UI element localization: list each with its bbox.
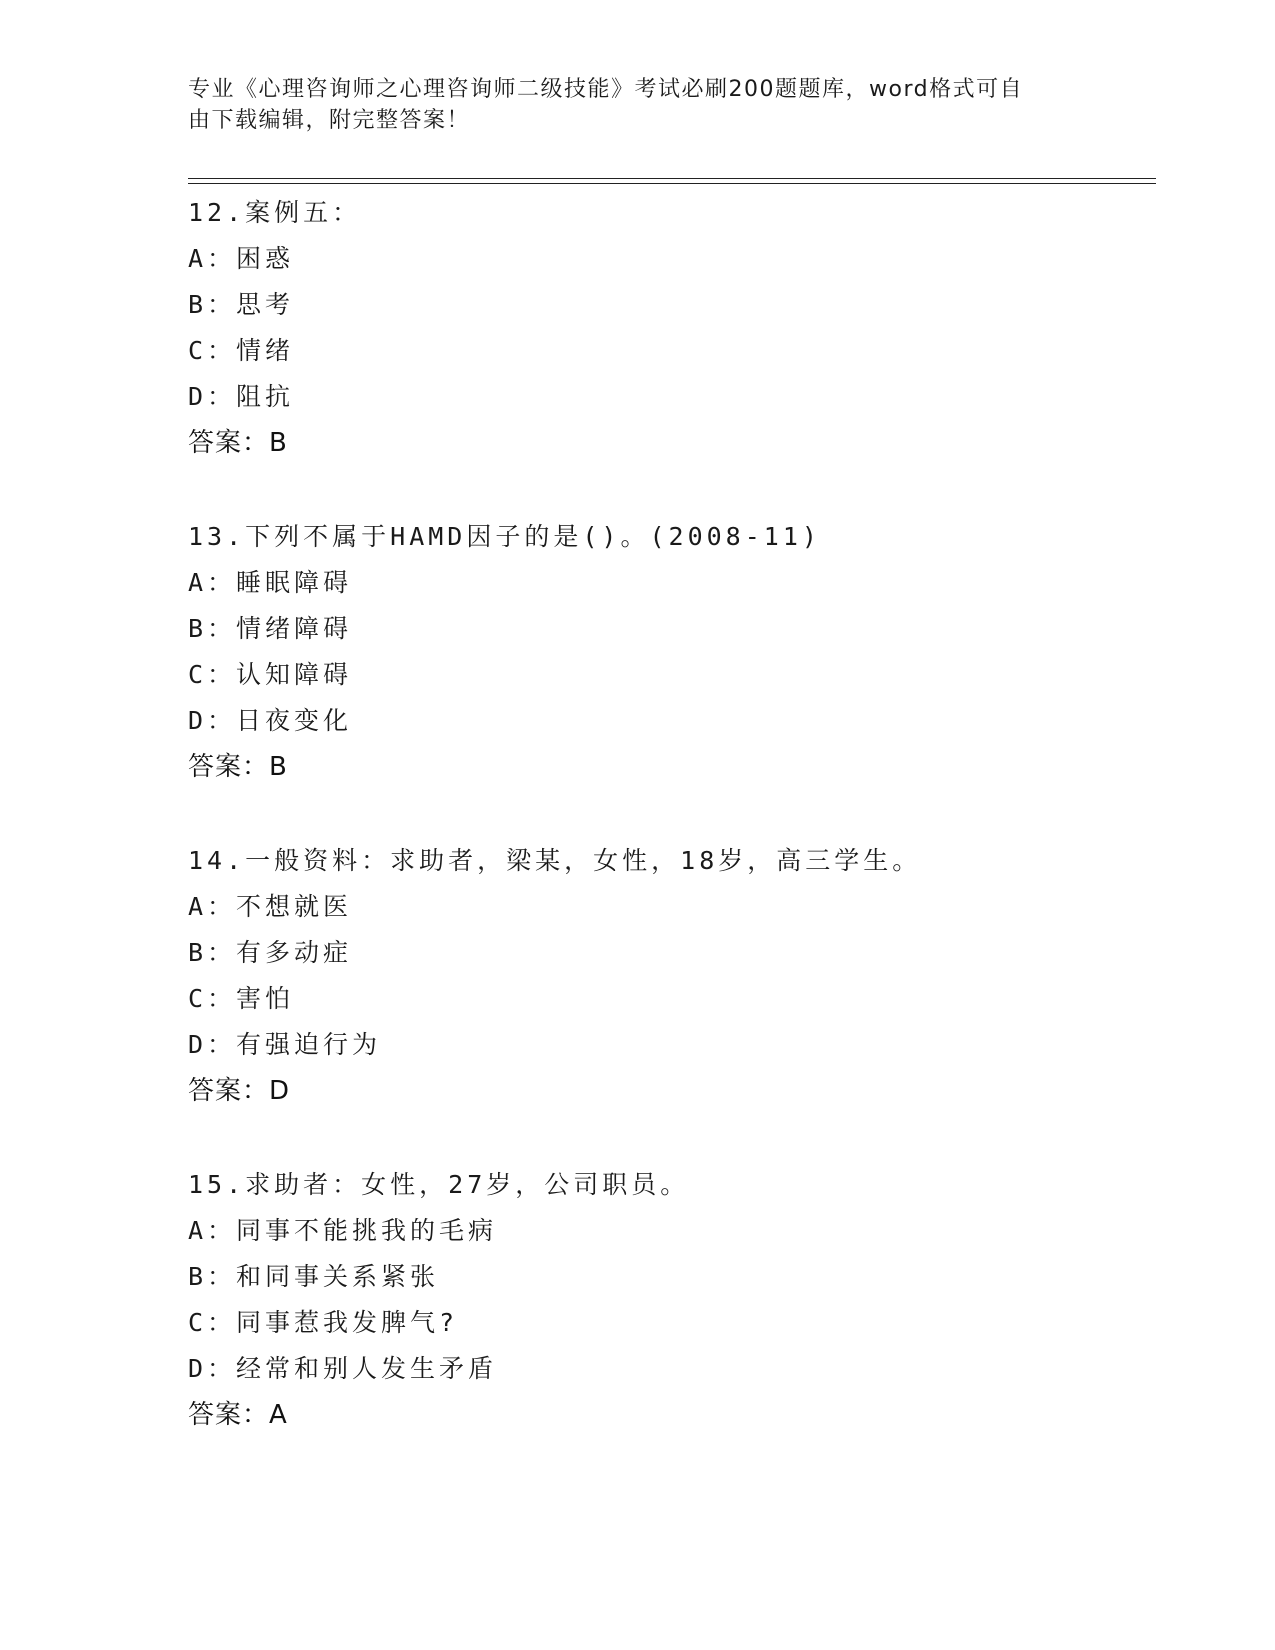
option-a: A：睡眠障碍 [188,568,353,597]
answer-label: 答案： [188,1076,270,1106]
question-stem: 12.案例五： [188,198,362,227]
answer-label: 答案： [188,1400,270,1430]
answer-line [188,744,1156,790]
header-line-2: 由下载编辑，附完整答案！ [188,108,471,133]
option-b: B：和同事关系紧张 [188,1262,440,1291]
option-c: C：认知障碍 [188,660,353,689]
header-divider-bottom [188,183,1156,184]
option-d: D：阻抗 [188,382,295,411]
question-stem: 15.求助者：女性，27岁，公司职员。 [188,1170,690,1199]
answer-line [188,420,1156,466]
question-15 [188,1162,1156,1438]
question-stem: 13.下列不属于HAMD因子的是()。(2008-11) [188,522,821,551]
option-a: A：同事不能挑我的毛病 [188,1216,498,1245]
question-list [188,190,1156,1438]
answer-value: B [269,428,288,458]
answer-label: 答案： [188,752,270,782]
answer-line [188,1068,1156,1114]
question-stem: 14.一般资料：求助者，梁某，女性，18岁，高三学生。 [188,846,922,875]
option-b: B：情绪障碍 [188,614,353,643]
option-b: B：有多动症 [188,938,353,967]
header-line-1: 专业《心理咨询师之心理咨询师二级技能》考试必刷200题题库，word格式可自 [188,77,1024,102]
question-12 [188,190,1156,466]
answer-value: D [269,1076,291,1106]
option-d: D：经常和别人发生矛盾 [188,1354,498,1383]
question-13 [188,514,1156,790]
question-14 [188,838,1156,1114]
option-c: C：情绪 [188,336,295,365]
answer-label: 答案： [188,428,270,458]
option-a: A：不想就医 [188,892,353,921]
option-b: B：思考 [188,290,295,319]
answer-value: A [269,1400,288,1430]
document-header [188,74,1068,136]
header-divider-top [188,178,1156,179]
option-d: D：日夜变化 [188,706,353,735]
option-c: C：害怕 [188,984,295,1013]
answer-line [188,1392,1156,1438]
answer-value: B [269,752,288,782]
option-d: D：有强迫行为 [188,1030,382,1059]
option-a: A：困惑 [188,244,295,273]
option-c: C：同事惹我发脾气? [188,1308,459,1337]
